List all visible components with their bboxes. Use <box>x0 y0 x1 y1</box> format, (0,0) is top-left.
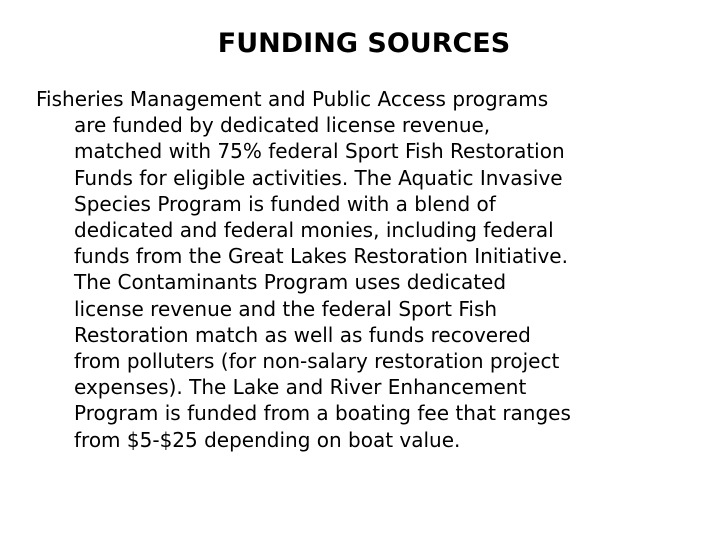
slide-title: FUNDING SOURCES <box>217 28 511 59</box>
funding-sources-paragraph: Fisheries Management and Public Access programs are funded by dedicated license revenue, matched with 75% federal Sport Fish Restoration Funds for eligible activities. The Aquatic Invasive Species Program is funded with a blend of dedicated and federal monies, including federal funds from the Great Lakes Restoration Initiative. The Contaminants Program uses dedicated license revenue and the federal Sport Fish Restoration match as well as funds recovered from polluters (for non-salary restoration project expenses). The Lake and River Enhancement Program is funded from a boating fee that ranges from $5-$25 depending on boat value. <box>36 87 571 452</box>
